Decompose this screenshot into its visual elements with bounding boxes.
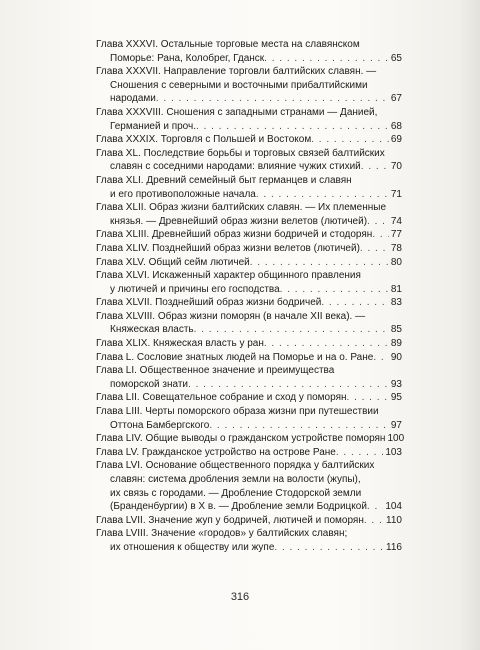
toc-entry-page: 65 [390,52,402,64]
toc-entry-title-line: Глава XLVII. Позднейший образ жизни бодричей [96,297,322,309]
toc-entry-last-line [96,160,402,174]
dot-leader [321,296,389,310]
toc-entry-title-line: Глава LVI. Основание общественного порядка у балтийских [96,460,375,472]
toc-entry-title-line: Сношения с северными и восточными прибалтийскими [110,79,368,91]
toc-entry-page: 97 [390,419,402,431]
toc-entry-page: 116 [386,541,402,553]
dot-leader [336,446,383,460]
table-of-contents [96,38,405,555]
toc-entry [96,351,402,365]
toc-entry-last-line [96,419,402,433]
toc-entry-last-line [96,242,402,256]
toc-entry-page: 69 [390,134,402,146]
dot-leader [347,391,389,405]
toc-entry-title-line: народами [110,93,156,105]
toc-entry-title-line: поморской знати [110,378,189,390]
toc-entry-title-line: Глава XLI. Древний семейный быт германцев и славян [96,174,352,186]
toc-entry-last-line [96,52,402,66]
toc-entry-page: 70 [390,161,402,173]
toc-entry-last-line [96,296,402,310]
toc-entry-page: 83 [390,297,402,309]
toc-entry-title-line: Германией и проч. [110,120,197,132]
toc-entry-page: 78 [390,242,402,254]
toc-entry [96,242,402,256]
toc-entry-title-line: Глава LIV. Общие выводы о гражданском устройстве поморян [96,433,386,445]
toc-entry-title-line: их отношения к обществу или жупе [110,541,275,553]
toc-entry-page: 110 [386,514,402,526]
toc-entry-title-line: Глава XXXVI. Остальные торговые места на славянском [96,39,360,50]
toc-entry-title-line: Глава XLVIII. Образ жизни поморян (в начале XII века). — [96,310,366,322]
page-number: 316 [230,591,250,603]
toc-entry-page: 71 [390,188,402,200]
toc-entry-title-line: их связь с городами. — Дробление Стодорской земли [110,487,362,499]
toc-entry-title-line: Оттона Бамбергского [110,419,210,431]
toc-entry-last-line [96,378,402,392]
toc-entry [96,527,402,554]
toc-entry-last-line [96,351,402,365]
toc-entry [96,228,402,242]
toc-entry-page: 80 [390,256,402,268]
toc-entry-last-line [96,514,402,528]
toc-entry-page: 95 [390,392,402,404]
dot-leader [311,133,389,147]
dot-leader [250,256,389,270]
toc-entry [96,269,402,296]
toc-entry-last-line [96,500,402,514]
toc-entry-page: 90 [390,351,402,363]
toc-entry-last-line [96,228,402,242]
toc-entry-title-line: Глава XLV. Общий сейм лютичей [96,256,250,268]
toc-entry-page: 85 [390,324,402,336]
toc-entry [96,364,402,391]
toc-entry [96,296,402,310]
toc-entry-title-line: Глава XL. Последствие борьбы и торговых связей балтийских [96,147,385,159]
toc-entry-last-line [96,432,405,446]
toc-entry-title-line: Глава LVII. Значение жуп у бодричей, лютичей и поморян [96,514,364,526]
toc-entry-last-line [96,391,402,405]
toc-entry [96,459,402,513]
dot-leader [194,323,389,337]
toc-entry-title-line: Глава LV. Гражданское устройство на острове Ране [96,446,336,458]
toc-entry-page: 100 [387,433,405,445]
toc-entry [96,337,402,351]
toc-entry-page: 89 [390,338,402,350]
toc-entry-title-line: Глава XXXVII. Направление торговли балтийских славян. — [96,66,377,78]
toc-entry-last-line [96,256,402,270]
toc-entry-page: 67 [390,93,402,105]
toc-entry [96,405,402,432]
toc-entry-page: 93 [390,378,402,390]
toc-entry-title-line: князья. — Древнейший образ жизни велетов (лютичей) [110,215,368,227]
dot-leader [361,160,389,174]
toc-entry-page: 74 [390,215,402,227]
toc-entry-title-line: Глава XLIX. Княжеская власть у ран [96,338,264,350]
toc-entry-title-line: Глава XXXVIII. Сношения с западными странами — Данией, [96,106,378,118]
dot-leader [264,52,389,66]
toc-entry-title-line: Глава XLII. Образ жизни балтийских славян. — Их племенные [96,202,387,214]
toc-entry-title-line: Глава LI. Общественное значение и преимущества [96,365,335,377]
toc-entry [96,256,402,270]
toc-entry-page: 103 [385,446,402,458]
toc-entry-title-line: Поморье: Рана, Колобрег, Гданск [110,52,265,64]
toc-entry-last-line [96,120,402,134]
toc-entry [96,446,402,460]
toc-entry-last-line [96,133,402,147]
toc-entry-title-line: Глава LVIII. Значение «городов» у балтийских славян; [96,528,348,540]
dot-leader [367,215,389,229]
toc-entry-title-line: Глава L. Сословие знатных людей на Поморье и на о. Ране [96,351,374,363]
toc-entry-last-line [96,323,402,337]
toc-entry-title-line: и его противоположные начала [110,188,256,200]
toc-entry [96,432,405,446]
toc-entry [96,106,402,133]
dot-leader [367,500,383,514]
toc-entry [96,201,402,228]
dot-leader [256,188,389,202]
toc-entry [96,174,402,201]
toc-entry-title-line: Глава XLIII. Древнейший образ жизни бодричей и стодорян [96,229,373,241]
dot-leader [188,378,389,392]
dot-leader [364,514,384,528]
dot-leader [274,541,384,555]
toc-entry-title-line: у лютичей и причины его господства [110,283,280,295]
toc-entry [96,391,402,405]
toc-entry-title-line: славян: система дробления земли на волости (жупы), [110,474,361,485]
toc-entry-title-line: Глава XLIV. Позднейший образ жизни велетов (лютичей) [96,242,360,254]
toc-entry-title-line: Глава XLVI. Искаженный характер общинного правления [96,270,361,282]
toc-entry-title-line: Глава LIII. Черты поморского образа жизни при путешествии [96,406,379,418]
dot-leader [156,92,389,106]
toc-entry [96,65,402,106]
toc-entry-last-line [96,337,402,351]
dot-leader [209,419,389,433]
toc-entry-last-line [96,215,402,229]
toc-entry-title-line: Княжеская власть [110,324,194,336]
dot-leader [280,283,389,297]
toc-entry-title-line: славян с соседними народами: влияние чужих стихий [110,161,361,173]
dot-leader [196,120,389,134]
dot-leader [264,337,389,351]
toc-entry-page: 104 [385,501,402,513]
toc-entry-title-line: (Бранденбургии) в X в. — Дробление земли Бодрицкой [110,501,367,513]
toc-entry-last-line [96,283,402,297]
toc-entry [96,147,402,174]
toc-entry-last-line [96,92,402,106]
toc-entry [96,514,402,528]
toc-entry-title-line: Глава XXXIX. Торговля с Польшей и Востоком [96,134,312,146]
dot-leader [373,351,389,365]
toc-entry-last-line [96,188,402,202]
toc-entry-page: 77 [390,229,402,241]
toc-entry [96,310,402,337]
toc-entry-last-line [96,446,402,460]
toc-entry-page: 68 [390,120,402,132]
toc-entry [96,38,402,65]
toc-entry-title-line: Глава LII. Совещательное собрание и сход у поморян [96,392,347,404]
toc-entry [96,133,402,147]
dot-leader [372,228,389,242]
toc-entry-page: 81 [390,283,402,295]
dot-leader [360,242,389,256]
toc-entry-last-line [96,541,402,555]
